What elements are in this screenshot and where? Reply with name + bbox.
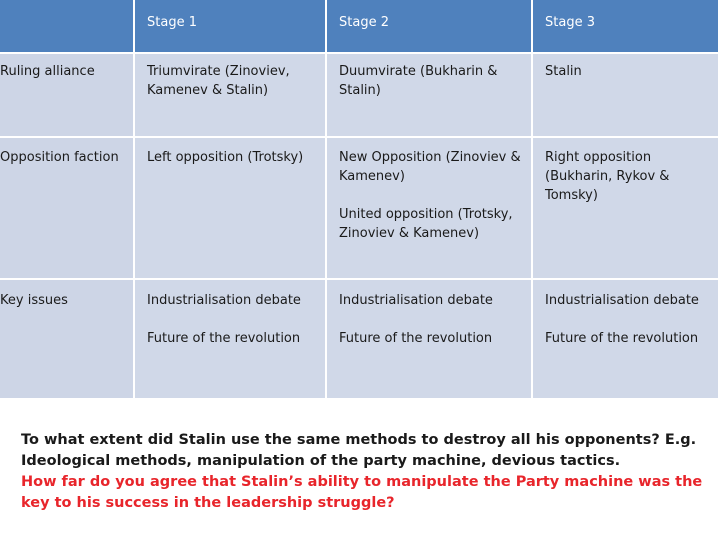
cell-text: Duumvirate (Bukharin & Stalin) xyxy=(339,64,498,98)
table-cell xyxy=(533,280,720,400)
cell-text: Triumvirate (Zinoviev, Kamenev & Stalin) xyxy=(147,64,290,98)
table-cell xyxy=(135,280,327,400)
table-cell xyxy=(135,138,327,280)
cell-text: Future of the revolution xyxy=(545,331,699,346)
table-row-opposition-faction xyxy=(0,138,720,280)
cell-text: United opposition (Trotsky, Zinoviev & Kamenev) xyxy=(339,207,513,241)
table-cell xyxy=(533,138,720,280)
header-stage-3: Stage 3 xyxy=(533,0,720,54)
cell-text: Industrialisation debate xyxy=(339,293,493,308)
cell-text: Industrialisation debate xyxy=(147,293,301,308)
question-how-far: How far do you agree that Stalin’s ability to manipulate the Party machine was the key to his success in the leadership struggle? xyxy=(21,474,703,511)
row-label-ruling-alliance: Ruling alliance xyxy=(0,54,135,138)
cell-text: Future of the revolution xyxy=(147,331,301,346)
question-extent: To what extent did Stalin use the same methods to destroy all his opponents? E.g. Ideological methods, manipulation of the party machine, devious tactics. xyxy=(21,432,697,469)
table-row-ruling-alliance xyxy=(0,54,720,138)
row-label-key-issues: Key issues xyxy=(0,280,135,400)
question-text xyxy=(21,430,705,514)
header-stage-1: Stage 1 xyxy=(135,0,327,54)
header-corner xyxy=(0,0,135,54)
table-cell xyxy=(327,138,533,280)
table-cell xyxy=(135,54,327,138)
row-label-opposition-faction: Opposition faction xyxy=(0,138,135,280)
cell-text: New Opposition (Zinoviev & Kamenev) xyxy=(339,150,521,184)
table-cell xyxy=(533,54,720,138)
table-cell xyxy=(327,280,533,400)
cell-text: Stalin xyxy=(545,64,582,79)
table-cell xyxy=(327,54,533,138)
header-stage-2: Stage 2 xyxy=(327,0,533,54)
cell-text: Future of the revolution xyxy=(339,331,493,346)
cell-text: Industrialisation debate xyxy=(545,293,699,308)
cell-text: Left opposition (Trotsky) xyxy=(147,150,304,165)
table-row-key-issues xyxy=(0,280,720,400)
cell-text: Right opposition (Bukharin, Rykov & Tomsky) xyxy=(545,150,670,203)
question-box xyxy=(0,402,720,540)
table-header-row xyxy=(0,0,720,54)
